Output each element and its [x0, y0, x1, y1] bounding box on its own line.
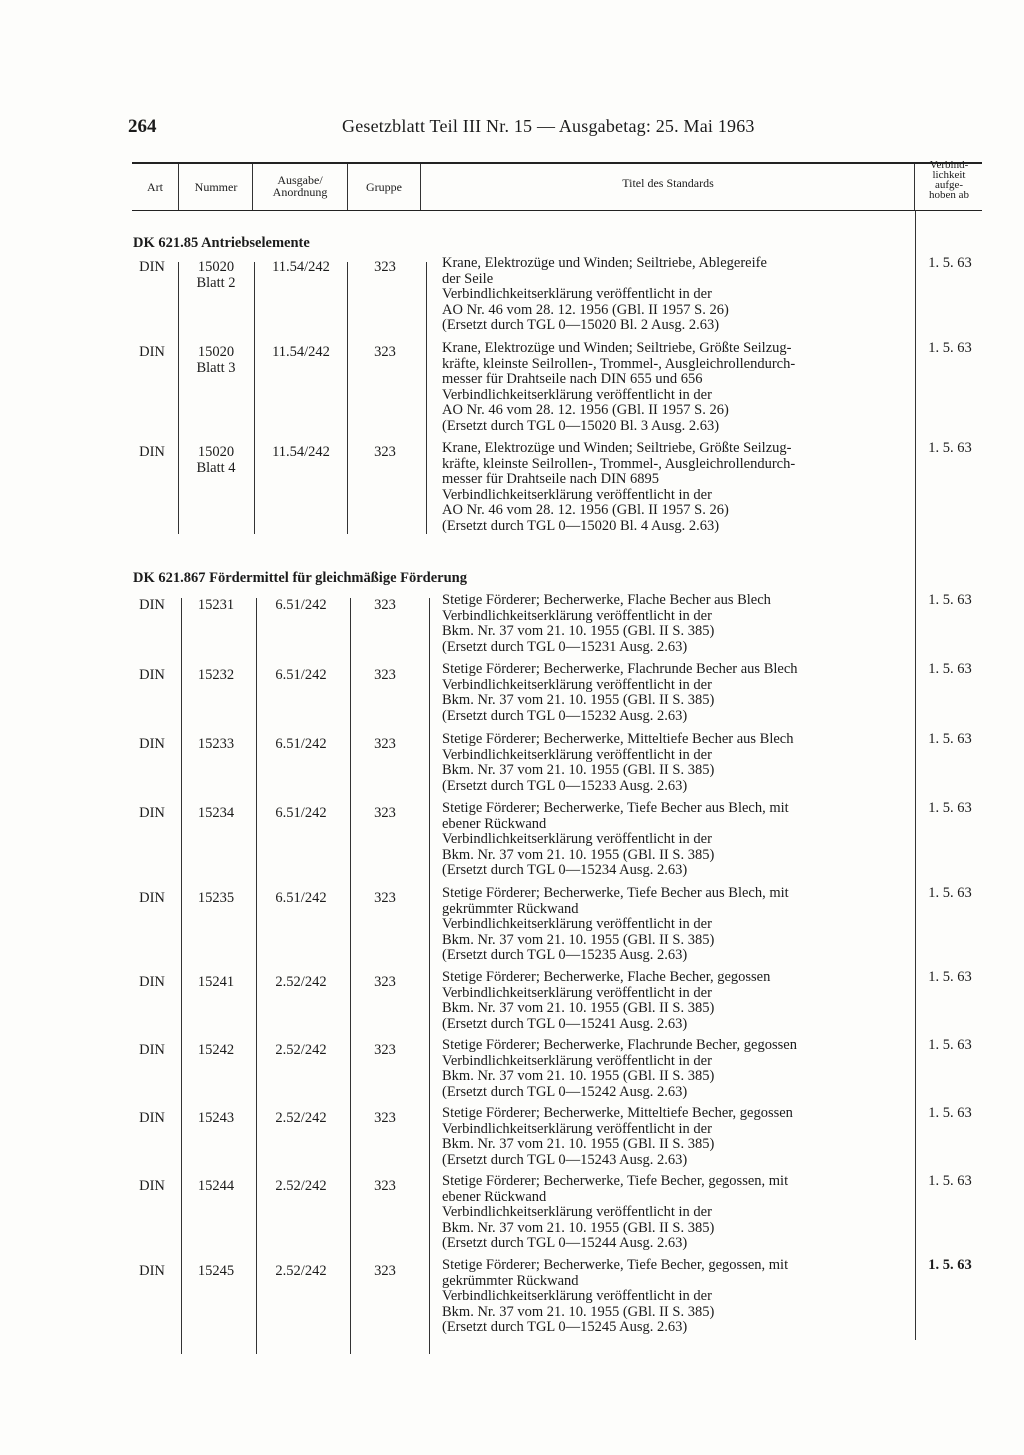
title-line: (Ersetzt durch TGL 0—15241 Ausg. 2.63)	[442, 1015, 688, 1032]
cell-date: 1. 5. 63	[928, 661, 972, 677]
column-header-nummer: Nummer	[194, 180, 238, 194]
title-line: messer für Drahtseile nach DIN 655 und 656	[442, 371, 703, 388]
cell-ausgabe: 2.52/242	[275, 1263, 327, 1279]
title-line: gekrümmter Rückwand	[442, 900, 579, 917]
cell-gruppe: 323	[374, 667, 396, 683]
title-line: ebener Rückwand	[442, 815, 547, 832]
title-line: (Ersetzt durch TGL 0—15245 Ausg. 2.63)	[442, 1319, 688, 1336]
title-line: Bkm. Nr. 37 vom 21. 10. 1955 (GBl. II S. 385)	[442, 931, 715, 948]
title-line: Verbindlichkeitserklärung veröffentlicht in der	[442, 286, 712, 303]
header-divider	[178, 164, 179, 210]
cell-nummer: 15241	[197, 974, 235, 990]
title-line: gekrümmter Rückwand	[442, 1272, 579, 1289]
cell-date: 1. 5. 63	[928, 1173, 972, 1189]
title-line: Bkm. Nr. 37 vom 21. 10. 1955 (GBl. II S. 385)	[442, 1136, 715, 1153]
title-line: der Seile	[442, 270, 494, 287]
title-line: (Ersetzt durch TGL 0—15232 Ausg. 2.63)	[442, 707, 688, 724]
column-header-aufgehoben-line4: hoben ab	[928, 189, 969, 201]
column-divider	[178, 262, 179, 534]
header-divider	[347, 164, 348, 210]
cell-nummer: 15235	[197, 890, 235, 906]
title-line: Krane, Elektrozüge und Winden; Seiltriebe, Größte Seilzug-	[442, 340, 792, 356]
column-header-ausgabe	[254, 174, 346, 198]
cell-gruppe: 323	[374, 805, 396, 821]
cell-title	[442, 662, 908, 724]
header-divider	[252, 164, 253, 210]
title-line: Stetige Förderer; Becherwerke, Tiefe Becher aus Blech, mit	[442, 885, 789, 901]
cell-art: DIN	[139, 890, 165, 906]
section-heading: DK 621.867 Fördermittel für gleichmäßige Förderung	[133, 570, 467, 586]
title-line: Stetige Förderer; Becherwerke, Tiefe Becher, gegossen, mit	[442, 1173, 789, 1189]
cell-nummer-value: 15020	[197, 344, 235, 360]
cell-ausgabe: 2.52/242	[275, 1178, 327, 1194]
cell-art: DIN	[139, 974, 165, 990]
title-line: (Ersetzt durch TGL 0—15020 Bl. 3 Ausg. 2.63)	[442, 417, 720, 434]
cell-title	[442, 1174, 908, 1252]
header-rule-top	[132, 162, 982, 164]
cell-date: 1. 5. 63	[928, 1257, 972, 1273]
title-line: AO Nr. 46 vom 28. 12. 1956 (GBl. II 1957 S. 26)	[442, 502, 729, 519]
cell-nummer	[180, 345, 252, 376]
column-header-aufgehoben-line1: Verbind-	[929, 159, 969, 171]
column-header-titel: Titel des Standards	[622, 176, 714, 190]
title-line: ebener Rückwand	[442, 1188, 547, 1205]
cell-art: DIN	[139, 1263, 165, 1279]
title-line: Verbindlichkeitserklärung veröffentlicht in der	[442, 607, 712, 624]
cell-art: DIN	[139, 667, 165, 683]
cell-date: 1. 5. 63	[928, 731, 972, 747]
title-line: Stetige Förderer; Becherwerke, Flachrunde Becher, gegossen	[442, 1037, 797, 1053]
cell-title	[442, 1106, 908, 1168]
cell-date: 1. 5. 63	[928, 885, 972, 901]
title-line: Stetige Förderer; Becherwerke, Flache Becher, gegossen	[442, 969, 771, 985]
cell-blatt: Blatt 4	[196, 459, 236, 476]
cell-gruppe: 323	[374, 597, 396, 613]
title-line: Bkm. Nr. 37 vom 21. 10. 1955 (GBl. II S. 385)	[442, 1000, 715, 1017]
title-line: Stetige Förderer; Becherwerke, Mitteltiefe Becher, gegossen	[442, 1105, 793, 1121]
title-line: Krane, Elektrozüge und Winden; Seiltriebe, Größte Seilzug-	[442, 440, 792, 456]
column-header-art: Art	[147, 180, 163, 194]
cell-art: DIN	[139, 1110, 165, 1126]
title-line: Stetige Förderer; Becherwerke, Tiefe Becher, gegossen, mit	[442, 1257, 789, 1273]
title-line: (Ersetzt durch TGL 0—15242 Ausg. 2.63)	[442, 1083, 688, 1100]
cell-nummer: 15231	[197, 597, 235, 613]
cell-nummer: 15243	[197, 1110, 235, 1126]
title-line: Stetige Förderer; Becherwerke, Tiefe Becher aus Blech, mit	[442, 800, 789, 816]
cell-gruppe: 323	[374, 444, 396, 460]
title-line: (Ersetzt durch TGL 0—15244 Ausg. 2.63)	[442, 1235, 688, 1252]
cell-nummer: 15244	[197, 1178, 235, 1194]
cell-ausgabe: 11.54/242	[272, 259, 330, 275]
cell-nummer-value: 15020	[197, 444, 235, 460]
cell-nummer-value: 15020	[197, 259, 235, 275]
cell-date: 1. 5. 63	[928, 1037, 972, 1053]
cell-title	[442, 593, 908, 655]
cell-gruppe: 323	[374, 259, 396, 275]
title-line: Verbindlichkeitserklärung veröffentlicht in der	[442, 1120, 712, 1137]
column-header-gruppe: Gruppe	[366, 180, 402, 194]
cell-title	[442, 256, 908, 334]
column-header-aufgehoben-line3: aufge-	[934, 179, 964, 191]
title-line: Bkm. Nr. 37 vom 21. 10. 1955 (GBl. II S. 385)	[442, 1068, 715, 1085]
cell-title	[442, 970, 908, 1032]
title-line: Bkm. Nr. 37 vom 21. 10. 1955 (GBl. II S. 385)	[442, 762, 715, 779]
title-line: Verbindlichkeitserklärung veröffentlicht in der	[442, 1288, 712, 1305]
title-line: Verbindlichkeitserklärung veröffentlicht in der	[442, 676, 712, 693]
cell-date: 1. 5. 63	[928, 592, 972, 608]
cell-ausgabe: 2.52/242	[275, 974, 327, 990]
cell-gruppe: 323	[374, 1178, 396, 1194]
title-line: Bkm. Nr. 37 vom 21. 10. 1955 (GBl. II S. 385)	[442, 623, 715, 640]
cell-gruppe: 323	[374, 736, 396, 752]
cell-ausgabe: 6.51/242	[275, 890, 327, 906]
cell-ausgabe: 2.52/242	[275, 1110, 327, 1126]
title-line: Stetige Förderer; Becherwerke, Flachrunde Becher aus Blech	[442, 661, 798, 677]
title-line: (Ersetzt durch TGL 0—15233 Ausg. 2.63)	[442, 777, 688, 794]
cell-date: 1. 5. 63	[928, 1105, 972, 1121]
title-line: kräfte, kleinste Seilrollen-, Trommel-, Ausgleichrollendurch-	[442, 455, 796, 472]
cell-art: DIN	[139, 344, 165, 360]
title-line: (Ersetzt durch TGL 0—15020 Bl. 2 Ausg. 2.63)	[442, 317, 720, 334]
column-header-aufgehoben-line2: lichkeit	[932, 169, 966, 181]
title-line: Bkm. Nr. 37 vom 21. 10. 1955 (GBl. II S. 385)	[442, 692, 715, 709]
cell-nummer	[180, 260, 252, 291]
cell-ausgabe: 6.51/242	[275, 805, 327, 821]
page-number: 264	[128, 116, 157, 137]
title-line: messer für Drahtseile nach DIN 6895	[442, 471, 660, 488]
cell-date: 1. 5. 63	[928, 440, 972, 456]
cell-art: DIN	[139, 259, 165, 275]
cell-gruppe: 323	[374, 344, 396, 360]
running-head: Gesetzblatt Teil III Nr. 15 — Ausgabetag: 25. Mai 1963	[342, 116, 755, 136]
cell-nummer: 15232	[197, 667, 235, 683]
title-line: Verbindlichkeitserklärung veröffentlicht in der	[442, 1052, 712, 1069]
title-line: Verbindlichkeitserklärung veröffentlicht in der	[442, 746, 712, 763]
header-divider	[420, 164, 421, 210]
cell-ausgabe: 6.51/242	[275, 736, 327, 752]
cell-art: DIN	[139, 1042, 165, 1058]
column-header-aufgehoben	[916, 160, 982, 200]
column-divider	[429, 598, 430, 1354]
column-divider	[254, 262, 255, 534]
column-divider	[426, 262, 427, 534]
cell-title	[442, 1258, 908, 1336]
cell-gruppe: 323	[374, 1042, 396, 1058]
cell-art: DIN	[139, 444, 165, 460]
cell-ausgabe: 11.54/242	[272, 344, 330, 360]
cell-art: DIN	[139, 736, 165, 752]
cell-nummer: 15233	[197, 736, 235, 752]
title-line: Bkm. Nr. 37 vom 21. 10. 1955 (GBl. II S. 385)	[442, 1219, 715, 1236]
cell-blatt: Blatt 2	[196, 274, 236, 291]
cell-ausgabe: 11.54/242	[272, 444, 330, 460]
title-line: Krane, Elektrozüge und Winden; Seiltriebe, Ablegereife	[442, 255, 767, 271]
cell-date: 1. 5. 63	[928, 340, 972, 356]
cell-date: 1. 5. 63	[928, 969, 972, 985]
header-rule-bottom	[132, 210, 982, 211]
title-line: kräfte, kleinste Seilrollen-, Trommel-, Ausgleichrollendurch-	[442, 355, 796, 372]
cell-title	[442, 732, 908, 794]
cell-title	[442, 886, 908, 964]
cell-date: 1. 5. 63	[928, 255, 972, 271]
cell-gruppe: 323	[374, 974, 396, 990]
column-divider	[347, 262, 348, 534]
cell-nummer: 15242	[197, 1042, 235, 1058]
title-line: Bkm. Nr. 37 vom 21. 10. 1955 (GBl. II S. 385)	[442, 846, 715, 863]
cell-ausgabe: 6.51/242	[275, 597, 327, 613]
title-line: Verbindlichkeitserklärung veröffentlicht in der	[442, 486, 712, 503]
title-line: (Ersetzt durch TGL 0—15234 Ausg. 2.63)	[442, 862, 688, 879]
title-line: (Ersetzt durch TGL 0—15235 Ausg. 2.63)	[442, 947, 688, 964]
section-heading: DK 621.85 Antriebselemente	[133, 235, 310, 251]
cell-title	[442, 801, 908, 879]
header-divider	[914, 164, 915, 210]
title-line: (Ersetzt durch TGL 0—15243 Ausg. 2.63)	[442, 1151, 688, 1168]
title-line: Stetige Förderer; Becherwerke, Flache Becher aus Blech	[442, 592, 771, 608]
title-line: Stetige Förderer; Becherwerke, Mitteltiefe Becher aus Blech	[442, 731, 794, 747]
cell-gruppe: 323	[374, 1110, 396, 1126]
title-line: Verbindlichkeitserklärung veröffentlicht in der	[442, 831, 712, 848]
cell-title	[442, 341, 908, 435]
cell-ausgabe: 6.51/242	[275, 667, 327, 683]
cell-gruppe: 323	[374, 890, 396, 906]
cell-gruppe: 323	[374, 1263, 396, 1279]
column-header-ausgabe-line2: Anordnung	[272, 185, 328, 199]
title-line: (Ersetzt durch TGL 0—15231 Ausg. 2.63)	[442, 638, 688, 655]
column-divider-right	[915, 210, 916, 1340]
title-line: Verbindlichkeitserklärung veröffentlicht in der	[442, 386, 712, 403]
cell-nummer: 15234	[197, 805, 235, 821]
title-line: Verbindlichkeitserklärung veröffentlicht in der	[442, 916, 712, 933]
cell-title	[442, 441, 908, 535]
cell-art: DIN	[139, 1178, 165, 1194]
cell-art: DIN	[139, 597, 165, 613]
title-line: Bkm. Nr. 37 vom 21. 10. 1955 (GBl. II S. 385)	[442, 1303, 715, 1320]
cell-ausgabe: 2.52/242	[275, 1042, 327, 1058]
column-header-ausgabe-line1: Ausgabe/	[277, 173, 323, 187]
cell-date: 1. 5. 63	[928, 800, 972, 816]
cell-art: DIN	[139, 805, 165, 821]
cell-nummer	[180, 445, 252, 476]
cell-title	[442, 1038, 908, 1100]
title-line: (Ersetzt durch TGL 0—15020 Bl. 4 Ausg. 2.63)	[442, 517, 720, 534]
title-line: AO Nr. 46 vom 28. 12. 1956 (GBl. II 1957 S. 26)	[442, 301, 729, 318]
title-line: AO Nr. 46 vom 28. 12. 1956 (GBl. II 1957 S. 26)	[442, 402, 729, 419]
title-line: Verbindlichkeitserklärung veröffentlicht in der	[442, 984, 712, 1001]
cell-nummer: 15245	[197, 1263, 235, 1279]
cell-blatt: Blatt 3	[196, 359, 236, 376]
title-line: Verbindlichkeitserklärung veröffentlicht in der	[442, 1204, 712, 1221]
